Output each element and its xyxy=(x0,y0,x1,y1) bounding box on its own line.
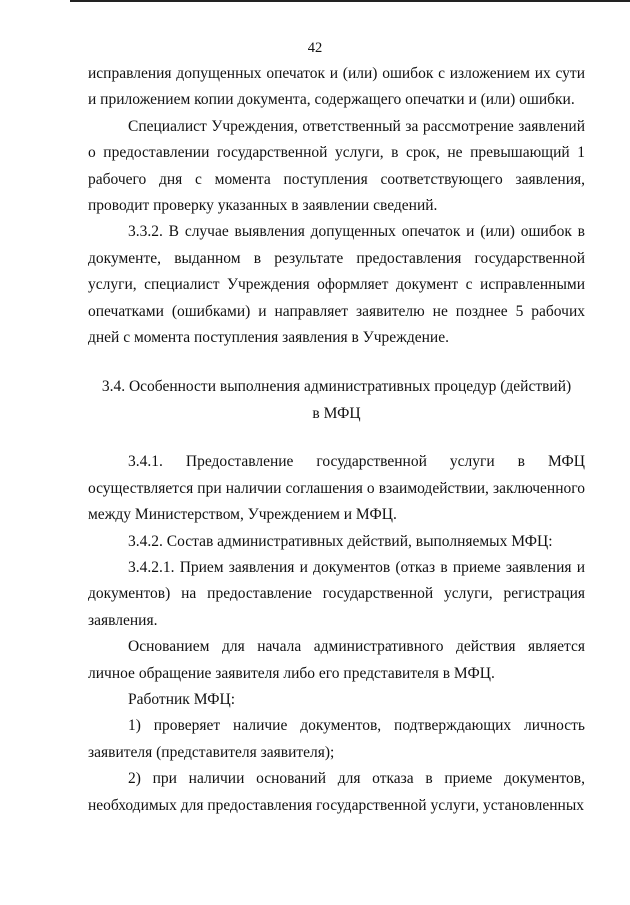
document-body xyxy=(88,61,585,819)
paragraph-3-3-2: 3.3.2. В случае выявления допущенных опечаток и (или) ошибок в документе, выданном в результате предоставления государственной услуги, специалист Учреждения оформляет документ с исправленными опечатками (ошибками) и направляет заявителю не позднее 5 рабочих дней с момента поступления заявления в Учреждение. xyxy=(88,223,585,347)
paragraph-3-4-1: 3.4.1. Предоставление государственной услуги в МФЦ осуществляется при наличии соглашения о взаимодействии, заключенного между Министерством, Учреждением и МФЦ. xyxy=(88,453,585,524)
paragraph: Работник МФЦ: xyxy=(128,690,236,708)
page-number: 42 xyxy=(307,40,323,56)
page-top-edge xyxy=(70,0,630,2)
list-item: 1) проверяет наличие документов, подтверждающих личность заявителя (представителя заявителя); xyxy=(88,717,585,761)
section-heading-line: 3.4. Особенности выполнения административных процедур (действий) xyxy=(101,378,572,396)
section-heading-3-4 xyxy=(88,374,585,427)
paragraph-3-4-2: 3.4.2. Состав административных действий, выполняемых МФЦ: xyxy=(128,532,553,550)
paragraph-3-4-2-1: 3.4.2.1. Прием заявления и документов (отказ в приеме заявления и документов) на предоставление государственной услуги, регистрация заявления. xyxy=(88,558,585,629)
section-heading-line: в МФЦ xyxy=(312,404,361,422)
paragraph: Основанием для начала административного действия является личное обращение заявителя либо его представителя в МФЦ. xyxy=(88,638,585,682)
paragraph: Специалист Учреждения, ответственный за рассмотрение заявлений о предоставлении государственной услуги, в срок, не превышающий 1 рабочего дня с момента поступления соответствующего заявления, проводит проверку указанных в заявлении сведений. xyxy=(88,117,585,215)
list-item: 2) при наличии оснований для отказа в приеме документов, необходимых для предоставления государственной услуги, установленных xyxy=(88,770,585,814)
paragraph-continuation: исправления допущенных опечаток и (или) ошибок с изложением их сути и приложением копии документа, содержащего опечатки и (или) ошибки. xyxy=(88,65,585,109)
